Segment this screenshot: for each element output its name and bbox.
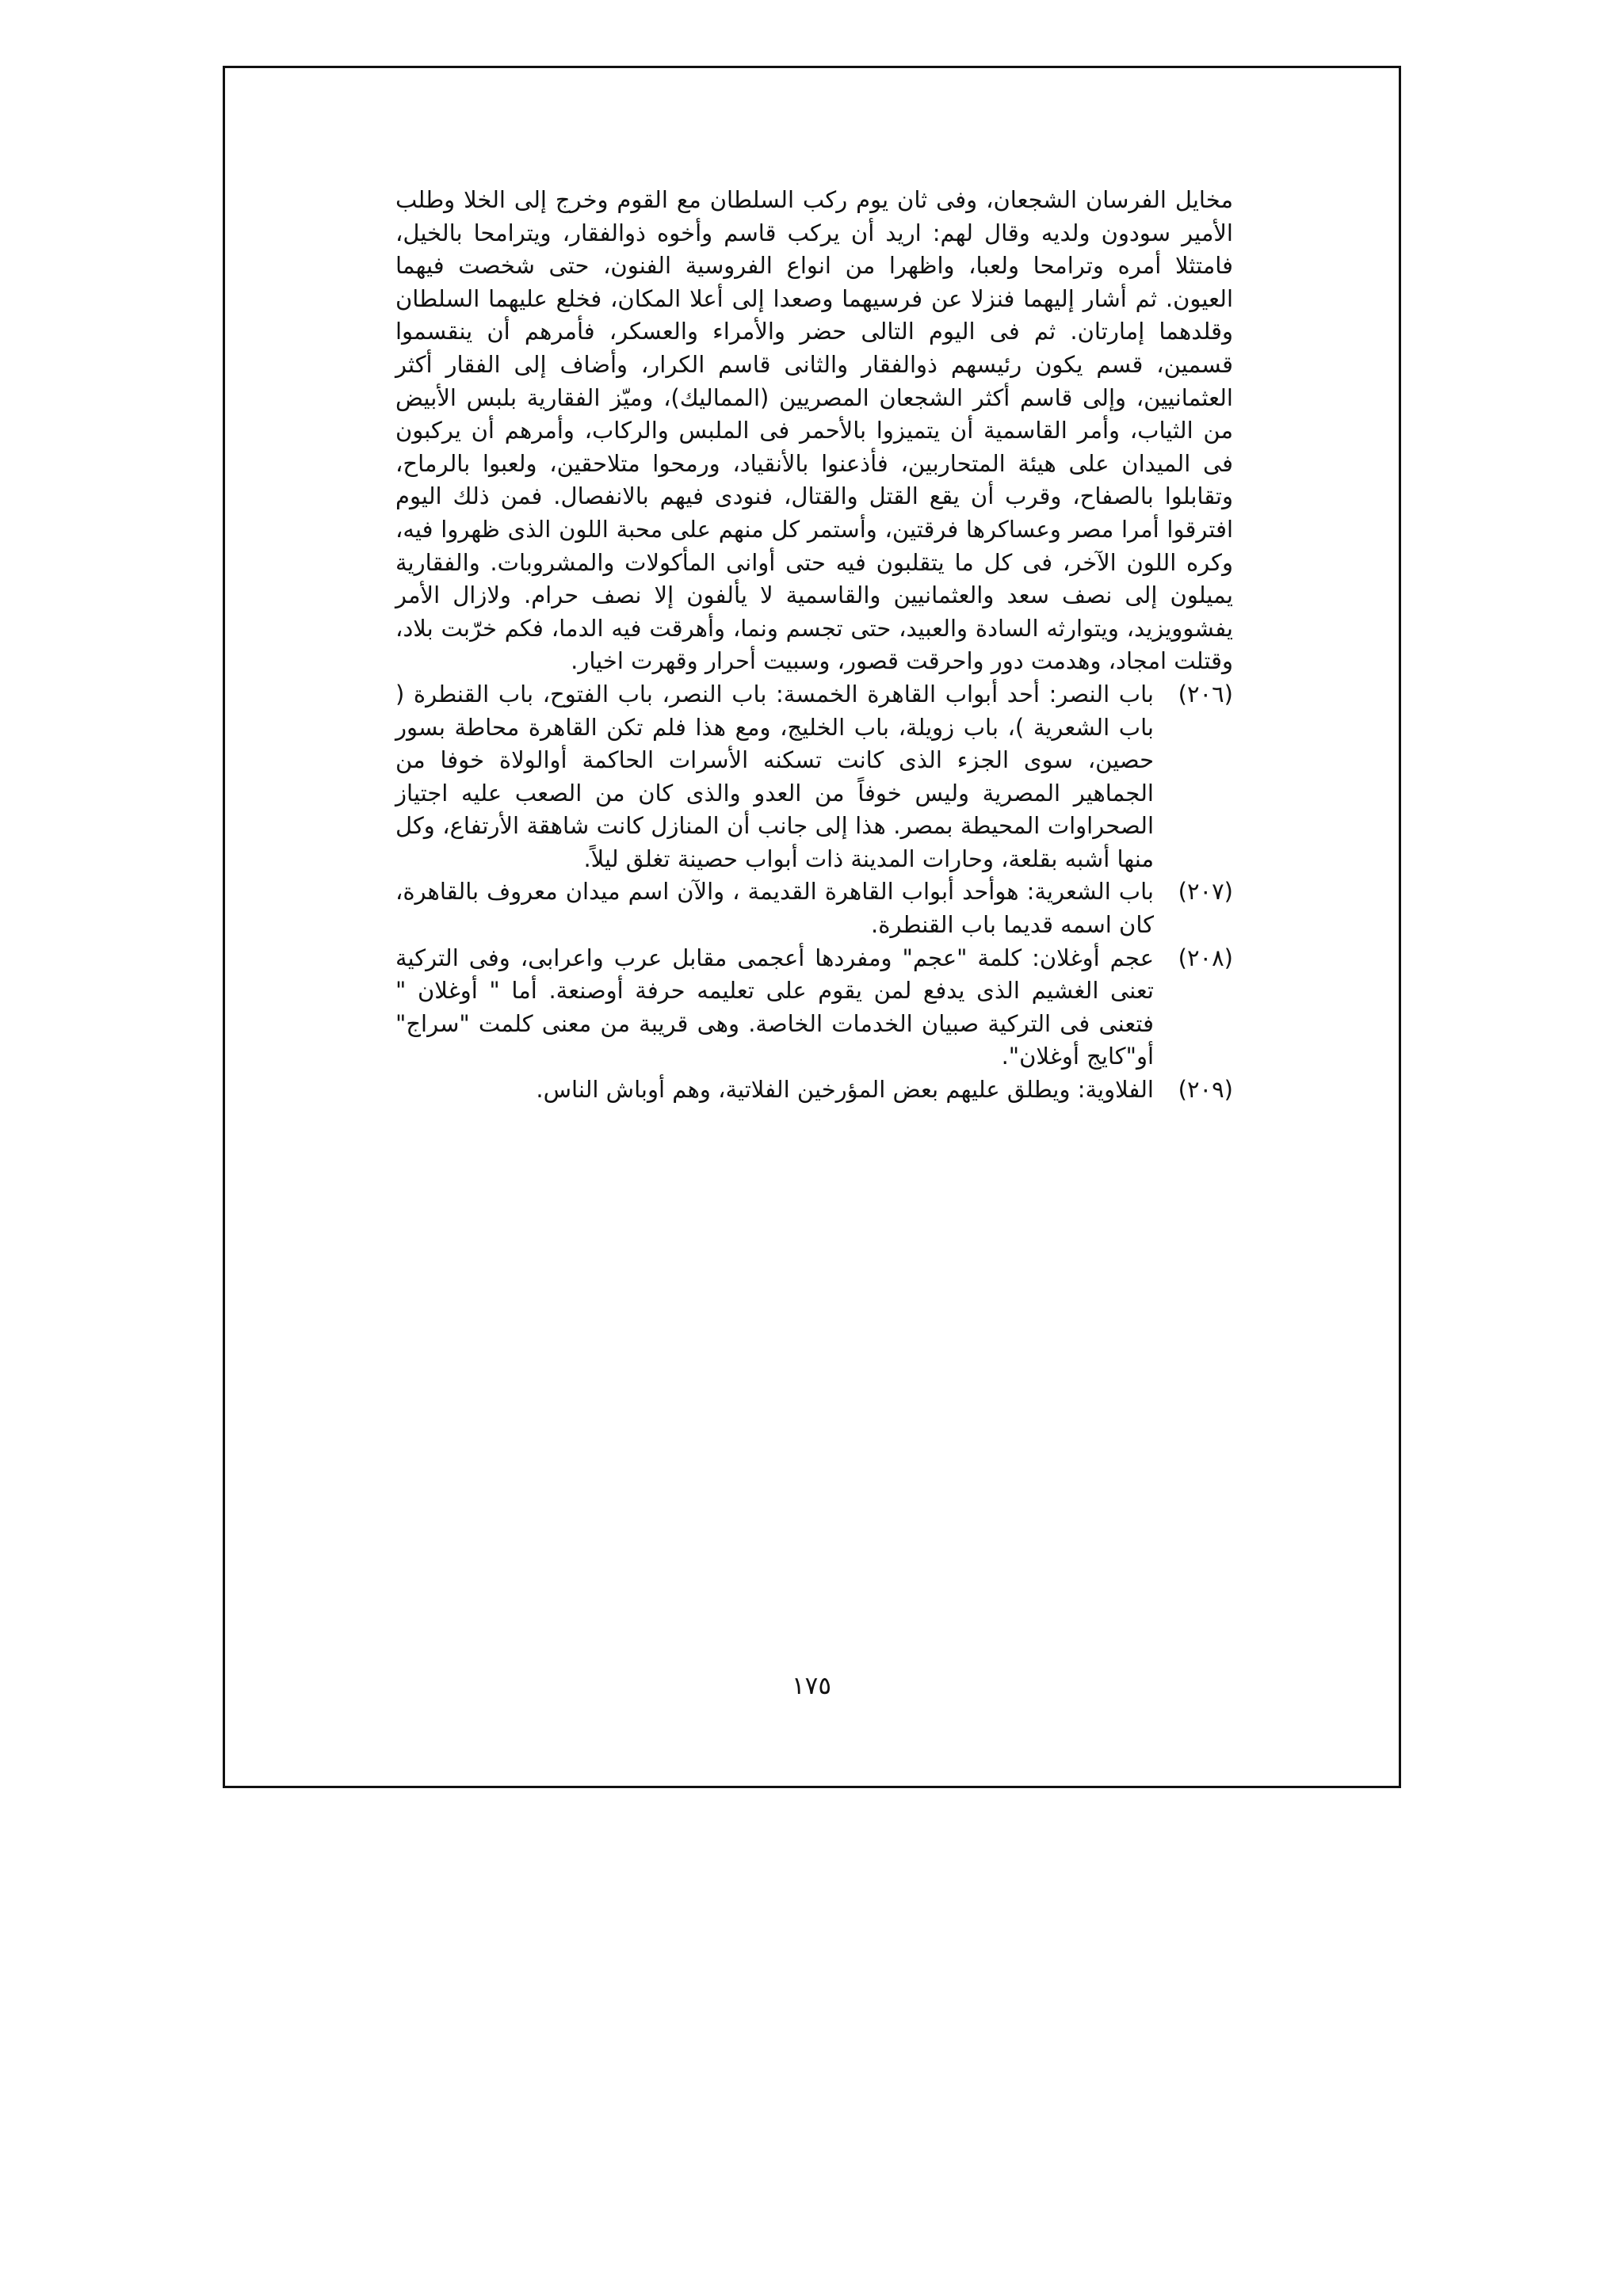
footnote-text: باب الشعرية: هوأحد أبواب القاهرة القديمة ، والآن اسم ميدان معروف بالقاهرة، كان اسمه قديما باب القنطرة.: [395, 878, 1154, 939]
footnote-text: الفلاوية: ويطلق عليهم بعض المؤرخين الفلاتية، وهم أوباش الناس.: [536, 1076, 1154, 1104]
footnote-text: باب النصر: أحد أبواب القاهرة الخمسة: باب النصر، باب الفتوح، باب القنطرة ( باب الشعرية )، باب زويلة، باب الخليج، ومع هذا فلم تكن القاهرة محاطة بسور حصين، سوى الجزء الذى كانت تسكنه الأسرات الحاكمة أوالولاة خوفا من الجماهير المصرية وليس خوفاً من العدو والذى كان من الصعب عليه اجتياز الصحراوات المحيطة بمصر. هذا إلى جانب أن المنازل كانت شاهقة الأرتفاع، وكل منها أشبه بقلعة، وحارات المدينة ذات أبواب حصينة تغلق ليلاً.: [395, 680, 1154, 872]
footnote-208: [395, 942, 1233, 1074]
footnote-number: (٢٠٩): [1178, 1076, 1233, 1104]
page-text-block: [395, 184, 1233, 1107]
footnote-number: (٢٠٨): [1178, 944, 1233, 971]
footnote-209: [395, 1074, 1233, 1107]
page-number: ١٧٥: [792, 1672, 831, 1700]
footnote-207: [395, 875, 1233, 941]
footnote-number: (٢٠٧): [1178, 878, 1233, 906]
main-paragraph: مخايل الفرسان الشجعان، وفى ثان يوم ركب السلطان مع القوم وخرج إلى الخلا وطلب الأمير سودون ولديه وقال لهم: اريد أن يركب قاسم وأخوه ذوالفقار، ويترامحا بالخيل، فامتثلا أمره وترامحا ولعبا، واظهرا من انواع الفروسية الفنون، حتى شخصت فيهما العيون. ثم أشار إليهما فنزلا عن فرسيهما وصعدا إلى أعلا المكان، فخلع عليهما السلطان وقلدهما إمارتان. ثم فى اليوم التالى حضر والأمراء والعسكر، فأمرهم أن ينقسموا قسمين، قسم يكون رئيسهم ذوالفقار والثانى قاسم الكرار، وأضاف إلى الفقار أكثر العثمانيين، وإلى قاسم أكثر الشجعان المصريين (المماليك)، وميّز الفقارية بلبس الأبيض من الثياب، وأمر القاسمية أن يتميزوا بالأحمر فى الملبس والركاب، وأمرهم أن يركبون فى الميدان على هيئة المتحاربين، فأذعنوا بالأنقياد، ورمحوا متلاحقين، ولعبوا بالرماح، وتقابلوا بالصفاح، وقرب أن يقع القتل والقتال، فنودى فيهم بالانفصال. فمن ذلك اليوم افترقوا أمرا مصر وعساكرها فرقتين، وأستمر كل منهم على محبة اللون الذى ظهروا فيه، وكره اللون الآخر، فى كل ما يتقلبون فيه حتى أوانى المأكولات والمشروبات. والفقارية يميلون إلى نصف سعد والعثمانيين والقاسمية لا يألفون إلا نصف حرام. ولازال الأمر يفشوويزيد، ويتوارثه السادة والعبيد، حتى تجسم ونما، وأهرقت فيه الدما، فكم خرّبت بلاد، وقتلت امجاد، وهدمت دور واحرقت قصور، وسبيت أحرار وقهرت اخيار.: [395, 186, 1233, 675]
footnote-206: [395, 678, 1233, 876]
footnote-number: (٢٠٦): [1178, 680, 1233, 707]
footnote-text: عجم أوغلان: كلمة "عجم" ومفردها أعجمى مقابل عرب واعرابى، وفى التركية تعنى الغشيم الذى يدفع لمن يقوم على تعليمه حرفة أوصنعة. أما " أوغلان " فتعنى فى التركية صبيان الخدمات الخاصة. وهى قريبة من معنى كلمت "سراج" أو"كايج أوغلان".: [395, 944, 1154, 1070]
